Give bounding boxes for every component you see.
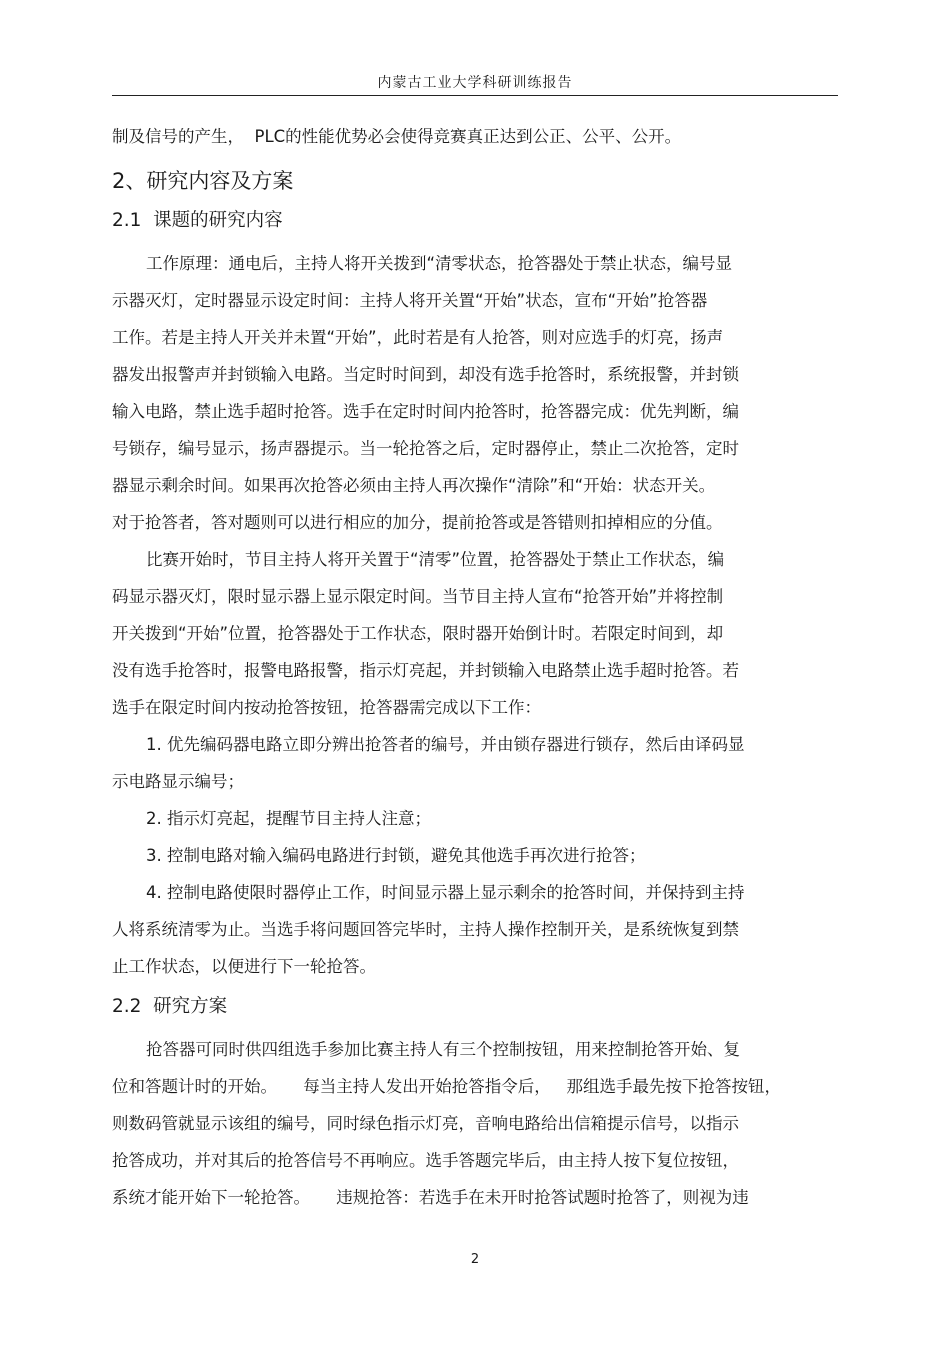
running-header: 内蒙古工业大学科研训练报告 [377,75,573,91]
list-item-3: 3. 控制电路对输入编码电路进行封锁，避免其他选手再次进行抢答； [146,846,646,865]
subsection-heading-2-1: 2.1 课题的研究内容 [112,210,283,231]
paragraph-line: 抢答成功，并对其后的抢答信号不再响应。选手答题完毕后，由主持人按下复位按钮， [112,1151,739,1170]
paragraph-line: 工作原理：通电后，主持人将开关拨到“清零状态，抢答器处于禁止状态，编号显 [146,254,733,273]
list-line: 1. 优先编码器电路立即分辨出抢答者的编号，并由锁存器进行锁存，然后由译码显 [146,735,745,754]
paragraph-line: 则数码管就显示该组的编号，同时绿色指示灯亮，音响电路给出信箱提示信号，以指示 [112,1114,739,1133]
paragraph-line: 对于抢答者，答对题则可以进行相应的加分，提前抢答或是答错则扣掉相应的分值。 [112,513,723,532]
paragraph-line: 示器灭灯，定时器显示设定时间：主持人将开关置“开始”状态，宣布“开始”抢答器 [112,291,708,310]
continuation-line: 制及信号的产生， PLC的性能优势必会使得竞赛真正达到公正、公平、公开。 [112,127,682,146]
paragraph-line: 没有选手抢答时，报警电路报警，指示灯亮起，并封锁输入电路禁止选手超时抢答。若 [112,661,739,680]
list-line: 止工作状态，以便进行下一轮抢答。 [112,957,376,976]
paragraph-line: 器发出报警声并封锁输入电路。当定时时间到，却没有选手抢答时，系统报警，并封锁 [112,365,739,384]
paragraph-line: 码显示器灭灯，限时显示器上显示限定时间。当节目主持人宣布“抢答开始”并将控制 [112,587,724,606]
paragraph-line: 开关拨到“开始”位置，抢答器处于工作状态，限时器开始倒计时。若限定时间到，却 [112,624,724,643]
paragraph-competition-start [112,541,838,726]
list-item-1 [112,726,838,800]
paragraph-working-principle [112,245,838,541]
paragraph-line: 工作。若是主持人开关并未置“开始”，此时若是有人抢答，则对应选手的灯亮，扬声 [112,328,724,347]
list-line: 4. 控制电路使限时器停止工作，时间显示器上显示剩余的抢答时间，并保持到主持 [146,883,745,902]
list-line: 示电路显示编号； [112,772,244,791]
paragraph-line: 选手在限定时间内按动抢答按钮，抢答器需完成以下工作： [112,698,541,717]
paragraph-line: 抢答器可同时供四组选手参加比赛主持人有三个控制按钮，用来控制抢答开始、复 [146,1040,740,1059]
paragraph-line: 输入电路，禁止选手超时抢答。选手在定时时间内抢答时，抢答器完成：优先判断，编 [112,402,739,421]
page-number: 2 [470,1252,480,1267]
list-item-2: 2. 指示灯亮起，提醒节目主持人注意； [146,809,431,828]
paragraph-line: 号锁存，编号显示，扬声器提示。当一轮抢答之后，定时器停止，禁止二次抢答，定时 [112,439,739,458]
page-content [112,118,838,1216]
paragraph-research-plan [112,1031,838,1216]
header-divider [112,95,838,96]
list-line: 人将系统清零为止。当选手将问题回答完毕时，主持人操作控制开关，是系统恢复到禁 [112,920,739,939]
paragraph-line: 器显示剩余时间。如果再次抢答必须由主持人再次操作“清除”和“开始：状态开关。 [112,476,716,495]
subsection-heading-2-2: 2.2 研究方案 [112,996,228,1017]
paragraph-line: 比赛开始时，节目主持人将开关置于“清零”位置，抢答器处于禁止工作状态，编 [146,550,725,569]
paragraph-line: 位和答题计时的开始。 每当主持人发出开始抢答指令后， 那组选手最先按下抢答按钮， [112,1077,781,1096]
section-heading: 2、研究内容及方案 [112,169,294,193]
list-item-4 [112,874,838,985]
paragraph-line: 系统才能开始下一轮抢答。 违规抢答：若选手在未开时抢答试题时抢答了，则视为违 [112,1188,749,1207]
